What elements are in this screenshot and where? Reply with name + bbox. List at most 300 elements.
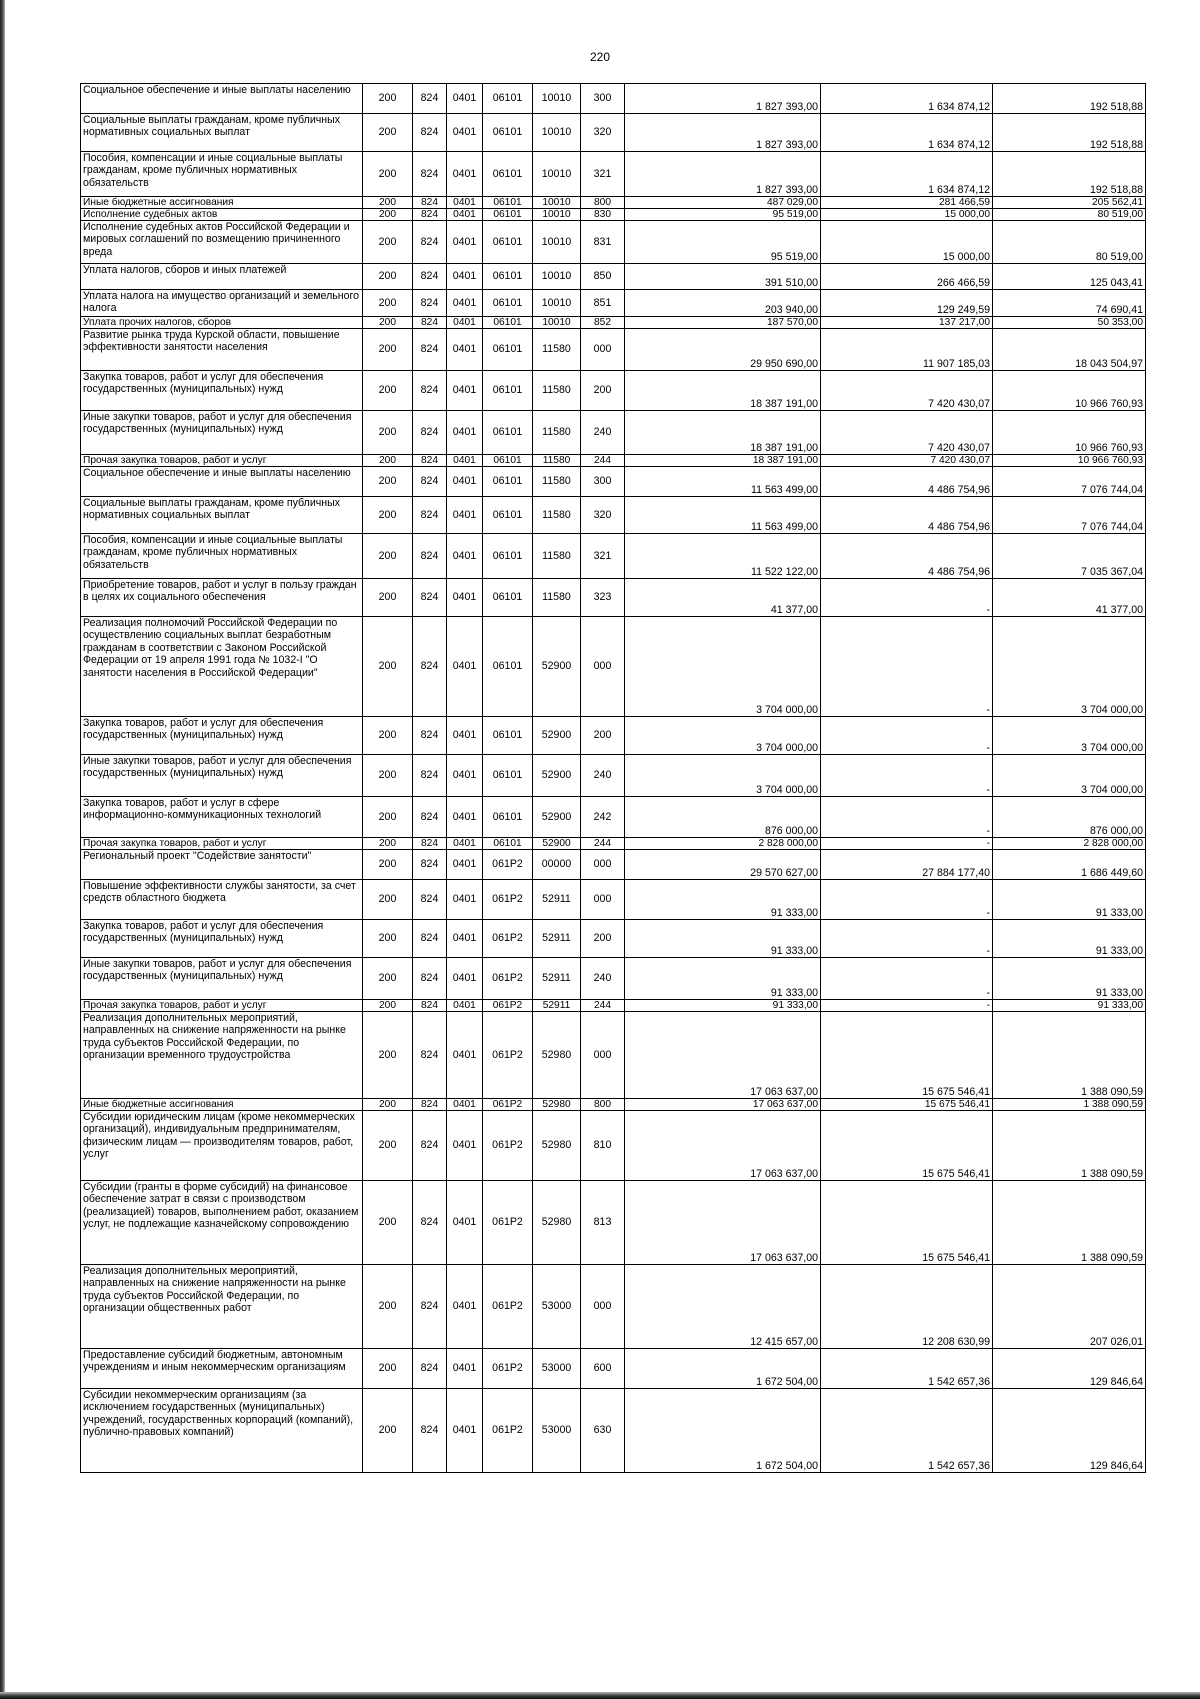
row-code-cell: 000 (581, 880, 625, 920)
row-code-cell: 0401 (447, 1181, 483, 1265)
row-amount-cell: - (821, 617, 993, 717)
row-code-cell: 06101 (483, 371, 533, 411)
row-amount-cell: 91 333,00 (993, 880, 1146, 920)
row-code-cell: 10010 (533, 221, 581, 264)
row-amount-cell: 487 029,00 (625, 197, 821, 209)
row-code-cell: 200 (363, 455, 413, 467)
row-amount-cell: 203 940,00 (625, 290, 821, 317)
row-code-cell: 0401 (447, 880, 483, 920)
row-code-cell: 10010 (533, 84, 581, 114)
row-code-cell: 0401 (447, 1099, 483, 1111)
table-row (81, 755, 1146, 797)
row-amount-cell: 1 634 874,12 (821, 84, 993, 114)
row-code-cell: 11580 (533, 497, 581, 534)
table-row (81, 1349, 1146, 1389)
row-code-cell: 061P2 (483, 1349, 533, 1389)
row-code-cell: 600 (581, 1349, 625, 1389)
row-amount-cell: 18 387 191,00 (625, 455, 821, 467)
row-code-cell: 06101 (483, 84, 533, 114)
row-name-cell: Прочая закупка товаров, работ и услуг (81, 838, 363, 850)
table-row (81, 1099, 1146, 1111)
row-code-cell: 0401 (447, 755, 483, 797)
row-amount-cell: 12 415 657,00 (625, 1265, 821, 1349)
row-code-cell: 824 (413, 920, 447, 958)
row-amount-cell: 137 217,00 (821, 317, 993, 329)
row-code-cell: 300 (581, 84, 625, 114)
row-code-cell: 200 (363, 1265, 413, 1349)
row-code-cell: 200 (363, 317, 413, 329)
row-code-cell: 200 (363, 1349, 413, 1389)
row-code-cell: 0401 (447, 411, 483, 455)
row-amount-cell: - (821, 880, 993, 920)
row-code-cell: 000 (581, 617, 625, 717)
row-amount-cell: - (821, 920, 993, 958)
row-name-cell: Реализация дополнительных мероприятий, направленных на снижение напряженности на рынке труда субъектов Российской Федерации, по организации временного трудоустройства (81, 1012, 363, 1099)
row-code-cell: 0401 (447, 534, 483, 579)
scan-bottom-edge (0, 1692, 1200, 1699)
row-amount-cell: 125 043,41 (993, 264, 1146, 290)
row-code-cell: 800 (581, 1099, 625, 1111)
table-row (81, 1000, 1146, 1012)
row-code-cell: 200 (363, 290, 413, 317)
row-amount-cell: 17 063 637,00 (625, 1111, 821, 1181)
budget-table (80, 83, 1146, 1473)
row-code-cell: 10010 (533, 264, 581, 290)
row-amount-cell: 1 388 090,59 (993, 1012, 1146, 1099)
row-amount-cell: 27 884 177,40 (821, 850, 993, 880)
row-amount-cell: 11 563 499,00 (625, 467, 821, 497)
row-code-cell: 52911 (533, 920, 581, 958)
row-code-cell: 323 (581, 579, 625, 617)
row-code-cell: 061P2 (483, 920, 533, 958)
row-code-cell: 200 (363, 1389, 413, 1473)
row-code-cell: 200 (363, 497, 413, 534)
row-code-cell: 06101 (483, 114, 533, 152)
row-code-cell: 240 (581, 958, 625, 1000)
row-code-cell: 200 (363, 197, 413, 209)
row-amount-cell: 4 486 754,96 (821, 467, 993, 497)
row-name-cell: Предоставление субсидий бюджетным, автономным учреждениям и иным некоммерческим организациям (81, 1349, 363, 1389)
row-code-cell: 200 (363, 329, 413, 371)
row-amount-cell: 91 333,00 (993, 1000, 1146, 1012)
row-amount-cell: 192 518,88 (993, 84, 1146, 114)
row-amount-cell: 876 000,00 (993, 797, 1146, 838)
row-amount-cell: 876 000,00 (625, 797, 821, 838)
table-row (81, 197, 1146, 209)
row-code-cell: 824 (413, 958, 447, 1000)
row-code-cell: 0401 (447, 1111, 483, 1181)
row-code-cell: 0401 (447, 329, 483, 371)
row-code-cell: 000 (581, 329, 625, 371)
row-amount-cell: 192 518,88 (993, 114, 1146, 152)
row-amount-cell: 2 828 000,00 (625, 838, 821, 850)
row-code-cell: 824 (413, 1111, 447, 1181)
row-code-cell: 06101 (483, 197, 533, 209)
row-code-cell: 851 (581, 290, 625, 317)
row-name-cell: Приобретение товаров, работ и услуг в пользу граждан в целях их социального обеспечения (81, 579, 363, 617)
row-code-cell: 240 (581, 755, 625, 797)
row-amount-cell: 205 562,41 (993, 197, 1146, 209)
row-code-cell: 53000 (533, 1389, 581, 1473)
row-amount-cell: 1 827 393,00 (625, 152, 821, 197)
row-amount-cell: 41 377,00 (625, 579, 821, 617)
row-name-cell: Пособия, компенсации и иные социальные выплаты гражданам, кроме публичных нормативных обязательств (81, 152, 363, 197)
row-code-cell: 200 (363, 411, 413, 455)
row-code-cell: 11580 (533, 534, 581, 579)
row-code-cell: 824 (413, 317, 447, 329)
row-code-cell: 852 (581, 317, 625, 329)
row-amount-cell: 2 828 000,00 (993, 838, 1146, 850)
row-code-cell: 0401 (447, 850, 483, 880)
row-amount-cell: 7 420 430,07 (821, 371, 993, 411)
row-code-cell: 824 (413, 209, 447, 221)
row-name-cell: Исполнение судебных актов (81, 209, 363, 221)
row-code-cell: 0401 (447, 920, 483, 958)
row-code-cell: 824 (413, 755, 447, 797)
row-code-cell: 200 (363, 920, 413, 958)
row-code-cell: 0401 (447, 838, 483, 850)
row-amount-cell: 91 333,00 (625, 880, 821, 920)
row-code-cell: 52900 (533, 797, 581, 838)
table-row (81, 850, 1146, 880)
row-amount-cell: 1 634 874,12 (821, 152, 993, 197)
row-code-cell: 061P2 (483, 850, 533, 880)
row-code-cell: 000 (581, 1265, 625, 1349)
table-row (81, 114, 1146, 152)
row-amount-cell: 1 827 393,00 (625, 84, 821, 114)
row-amount-cell: 95 519,00 (625, 221, 821, 264)
row-amount-cell: 7 420 430,07 (821, 455, 993, 467)
row-code-cell: 061P2 (483, 958, 533, 1000)
row-amount-cell: 41 377,00 (993, 579, 1146, 617)
row-code-cell: 0401 (447, 290, 483, 317)
row-amount-cell: 12 208 630,99 (821, 1265, 993, 1349)
row-amount-cell: 3 704 000,00 (993, 755, 1146, 797)
row-code-cell: 244 (581, 838, 625, 850)
row-amount-cell: 3 704 000,00 (625, 755, 821, 797)
table-row (81, 290, 1146, 317)
row-code-cell: 0401 (447, 1389, 483, 1473)
row-amount-cell: 7 035 367,04 (993, 534, 1146, 579)
row-code-cell: 06101 (483, 264, 533, 290)
row-code-cell: 200 (363, 797, 413, 838)
row-code-cell: 06101 (483, 467, 533, 497)
row-amount-cell: 50 353,00 (993, 317, 1146, 329)
table-row (81, 411, 1146, 455)
row-code-cell: 321 (581, 152, 625, 197)
row-code-cell: 061P2 (483, 1000, 533, 1012)
row-code-cell: 52911 (533, 958, 581, 1000)
row-code-cell: 200 (363, 1012, 413, 1099)
row-amount-cell: 11 522 122,00 (625, 534, 821, 579)
table-row (81, 1181, 1146, 1265)
row-code-cell: 06101 (483, 497, 533, 534)
row-amount-cell: 4 486 754,96 (821, 497, 993, 534)
row-code-cell: 242 (581, 797, 625, 838)
row-code-cell: 52900 (533, 838, 581, 850)
row-amount-cell: 15 000,00 (821, 221, 993, 264)
row-amount-cell: 1 542 657,36 (821, 1349, 993, 1389)
row-code-cell: 52900 (533, 717, 581, 755)
row-code-cell: 0401 (447, 114, 483, 152)
row-name-cell: Субсидии некоммерческим организациям (за исключением государственных (муниципальных) учреждений, государственных корпораций (компаний), публично-правовых компаний) (81, 1389, 363, 1473)
table-row (81, 1012, 1146, 1099)
row-name-cell: Уплата прочих налогов, сборов (81, 317, 363, 329)
row-code-cell: 0401 (447, 958, 483, 1000)
row-name-cell: Прочая закупка товаров, работ и услуг (81, 1000, 363, 1012)
row-code-cell: 824 (413, 467, 447, 497)
row-code-cell: 06101 (483, 455, 533, 467)
row-amount-cell: 95 519,00 (625, 209, 821, 221)
row-code-cell: 850 (581, 264, 625, 290)
row-code-cell: 824 (413, 1012, 447, 1099)
table-row (81, 617, 1146, 717)
row-code-cell: 061P2 (483, 880, 533, 920)
row-code-cell: 0401 (447, 497, 483, 534)
row-amount-cell: 29 950 690,00 (625, 329, 821, 371)
row-name-cell: Исполнение судебных актов Российской Федерации и мировых соглашений по возмещению причиненного вреда (81, 221, 363, 264)
row-code-cell: 200 (581, 371, 625, 411)
row-name-cell: Уплата налогов, сборов и иных платежей (81, 264, 363, 290)
table-row (81, 467, 1146, 497)
row-amount-cell: 281 466,59 (821, 197, 993, 209)
row-amount-cell: 15 000,00 (821, 209, 993, 221)
row-code-cell: 52900 (533, 617, 581, 717)
row-code-cell: 06101 (483, 579, 533, 617)
row-code-cell: 824 (413, 797, 447, 838)
table-row (81, 371, 1146, 411)
row-code-cell: 10010 (533, 197, 581, 209)
row-code-cell: 824 (413, 1389, 447, 1473)
row-code-cell: 06101 (483, 221, 533, 264)
row-code-cell: 0401 (447, 797, 483, 838)
table-row (81, 209, 1146, 221)
table-row (81, 455, 1146, 467)
table-row (81, 329, 1146, 371)
row-code-cell: 200 (363, 152, 413, 197)
row-code-cell: 10010 (533, 317, 581, 329)
row-code-cell: 824 (413, 838, 447, 850)
row-code-cell: 630 (581, 1389, 625, 1473)
row-code-cell: 53000 (533, 1349, 581, 1389)
row-code-cell: 320 (581, 114, 625, 152)
row-amount-cell: 17 063 637,00 (625, 1099, 821, 1111)
row-amount-cell: - (821, 838, 993, 850)
row-code-cell: 200 (581, 717, 625, 755)
row-name-cell: Повышение эффективности службы занятости, за счет средств областного бюджета (81, 880, 363, 920)
row-code-cell: 200 (363, 534, 413, 579)
row-code-cell: 0401 (447, 371, 483, 411)
row-code-cell: 824 (413, 371, 447, 411)
row-code-cell: 52980 (533, 1181, 581, 1265)
row-amount-cell: 10 966 760,93 (993, 455, 1146, 467)
row-amount-cell: 17 063 637,00 (625, 1181, 821, 1265)
row-code-cell: 10010 (533, 290, 581, 317)
row-code-cell: 06101 (483, 317, 533, 329)
row-amount-cell: 7 076 744,04 (993, 497, 1146, 534)
row-code-cell: 0401 (447, 84, 483, 114)
table-row (81, 1265, 1146, 1349)
row-name-cell: Субсидии юридическим лицам (кроме некоммерческих организаций), индивидуальным предпринимателям, физическим лицам — производителям товаров, работ, услуг (81, 1111, 363, 1181)
row-code-cell: 824 (413, 221, 447, 264)
row-amount-cell: 1 827 393,00 (625, 114, 821, 152)
row-amount-cell: 18 043 504,97 (993, 329, 1146, 371)
row-name-cell: Иные закупки товаров, работ и услуг для обеспечения государственных (муниципальных) нужд (81, 958, 363, 1000)
row-amount-cell: 7 420 430,07 (821, 411, 993, 455)
row-code-cell: 11580 (533, 467, 581, 497)
row-code-cell: 824 (413, 850, 447, 880)
row-code-cell: 06101 (483, 534, 533, 579)
row-amount-cell: 1 388 090,59 (993, 1099, 1146, 1111)
row-code-cell: 52911 (533, 880, 581, 920)
row-amount-cell: 7 076 744,04 (993, 467, 1146, 497)
scan-left-edge (0, 0, 5, 1699)
row-code-cell: 11580 (533, 371, 581, 411)
row-amount-cell: 3 704 000,00 (993, 717, 1146, 755)
row-amount-cell: 266 466,59 (821, 264, 993, 290)
row-code-cell: 200 (363, 850, 413, 880)
table-row (81, 1389, 1146, 1473)
row-amount-cell: - (821, 755, 993, 797)
row-code-cell: 200 (363, 755, 413, 797)
row-code-cell: 824 (413, 1000, 447, 1012)
row-code-cell: 0401 (447, 717, 483, 755)
row-code-cell: 00000 (533, 850, 581, 880)
row-amount-cell: 207 026,01 (993, 1265, 1146, 1349)
row-amount-cell: 1 542 657,36 (821, 1389, 993, 1473)
row-code-cell: 200 (581, 920, 625, 958)
row-amount-cell: 192 518,88 (993, 152, 1146, 197)
row-code-cell: 52900 (533, 755, 581, 797)
row-code-cell: 200 (363, 209, 413, 221)
row-code-cell: 11580 (533, 411, 581, 455)
row-code-cell: 200 (363, 264, 413, 290)
row-code-cell: 244 (581, 1000, 625, 1012)
row-code-cell: 06101 (483, 755, 533, 797)
row-amount-cell: - (821, 579, 993, 617)
row-code-cell: 0401 (447, 617, 483, 717)
row-name-cell: Прочая закупка товаров, работ и услуг (81, 455, 363, 467)
row-code-cell: 824 (413, 1265, 447, 1349)
row-code-cell: 061P2 (483, 1111, 533, 1181)
row-code-cell: 824 (413, 1099, 447, 1111)
row-code-cell: 824 (413, 411, 447, 455)
row-name-cell: Субсидии (гранты в форме субсидий) на финансовое обеспечение затрат в связи с производством (реализацией) товаров, выполнением работ, оказанием услуг, не подлежащие казначейскому сопровождению (81, 1181, 363, 1265)
row-name-cell: Социальные выплаты гражданам, кроме публичных нормативных социальных выплат (81, 114, 363, 152)
row-amount-cell: - (821, 1000, 993, 1012)
row-code-cell: 06101 (483, 152, 533, 197)
row-amount-cell: 18 387 191,00 (625, 411, 821, 455)
row-code-cell: 200 (363, 1181, 413, 1265)
row-code-cell: 830 (581, 209, 625, 221)
row-code-cell: 824 (413, 497, 447, 534)
row-name-cell: Социальное обеспечение и иные выплаты населению (81, 84, 363, 114)
row-code-cell: 0401 (447, 467, 483, 497)
row-code-cell: 824 (413, 152, 447, 197)
row-amount-cell: 91 333,00 (993, 958, 1146, 1000)
row-code-cell: 200 (363, 880, 413, 920)
row-amount-cell: 391 510,00 (625, 264, 821, 290)
row-code-cell: 10010 (533, 152, 581, 197)
row-amount-cell: 3 704 000,00 (625, 617, 821, 717)
row-code-cell: 200 (363, 838, 413, 850)
row-amount-cell: 1 686 449,60 (993, 850, 1146, 880)
row-code-cell: 11580 (533, 329, 581, 371)
row-amount-cell: 17 063 637,00 (625, 1012, 821, 1099)
row-code-cell: 300 (581, 467, 625, 497)
row-code-cell: 200 (363, 579, 413, 617)
row-code-cell: 321 (581, 534, 625, 579)
row-code-cell: 0401 (447, 221, 483, 264)
row-code-cell: 0401 (447, 1349, 483, 1389)
row-name-cell: Реализация дополнительных мероприятий, направленных на снижение напряженности на рынке труда субъектов Российской Федерации, по организации общественных работ (81, 1265, 363, 1349)
row-code-cell: 824 (413, 534, 447, 579)
row-amount-cell: 1 672 504,00 (625, 1389, 821, 1473)
row-amount-cell: 1 388 090,59 (993, 1181, 1146, 1265)
row-amount-cell: - (821, 958, 993, 1000)
row-code-cell: 0401 (447, 264, 483, 290)
row-code-cell: 061P2 (483, 1099, 533, 1111)
row-name-cell: Социальные выплаты гражданам, кроме публичных нормативных социальных выплат (81, 497, 363, 534)
table-row (81, 579, 1146, 617)
row-code-cell: 0401 (447, 317, 483, 329)
row-code-cell: 824 (413, 617, 447, 717)
row-code-cell: 200 (363, 371, 413, 411)
row-code-cell: 200 (363, 114, 413, 152)
row-name-cell: Иные закупки товаров, работ и услуг для обеспечения государственных (муниципальных) нужд (81, 755, 363, 797)
row-code-cell: 06101 (483, 290, 533, 317)
row-name-cell: Закупка товаров, работ и услуг для обеспечения государственных (муниципальных) нужд (81, 717, 363, 755)
row-amount-cell: 15 675 546,41 (821, 1111, 993, 1181)
row-code-cell: 824 (413, 197, 447, 209)
row-amount-cell: 91 333,00 (625, 958, 821, 1000)
row-amount-cell: 129 846,64 (993, 1349, 1146, 1389)
row-amount-cell: 4 486 754,96 (821, 534, 993, 579)
row-code-cell: 200 (363, 717, 413, 755)
row-code-cell: 0401 (447, 197, 483, 209)
row-amount-cell: - (821, 797, 993, 838)
row-code-cell: 824 (413, 1349, 447, 1389)
row-code-cell: 52911 (533, 1000, 581, 1012)
row-code-cell: 000 (581, 850, 625, 880)
table-row (81, 264, 1146, 290)
row-name-cell: Региональный проект "Содействие занятости" (81, 850, 363, 880)
row-name-cell: Пособия, компенсации и иные социальные выплаты гражданам, кроме публичных нормативных обязательств (81, 534, 363, 579)
row-amount-cell: 18 387 191,00 (625, 371, 821, 411)
row-code-cell: 200 (363, 1000, 413, 1012)
row-code-cell: 0401 (447, 152, 483, 197)
row-amount-cell: 129 846,64 (993, 1389, 1146, 1473)
row-code-cell: 52980 (533, 1099, 581, 1111)
row-name-cell: Иные закупки товаров, работ и услуг для обеспечения государственных (муниципальных) нужд (81, 411, 363, 455)
row-code-cell: 061P2 (483, 1389, 533, 1473)
row-name-cell: Социальное обеспечение и иные выплаты населению (81, 467, 363, 497)
table-row (81, 880, 1146, 920)
row-amount-cell: 1 672 504,00 (625, 1349, 821, 1389)
row-code-cell: 824 (413, 290, 447, 317)
row-code-cell: 320 (581, 497, 625, 534)
row-code-cell: 52980 (533, 1012, 581, 1099)
row-amount-cell: 1 388 090,59 (993, 1111, 1146, 1181)
row-code-cell: 52980 (533, 1111, 581, 1181)
row-code-cell: 11580 (533, 455, 581, 467)
table-row (81, 797, 1146, 838)
row-code-cell: 800 (581, 197, 625, 209)
row-name-cell: Уплата налога на имущество организаций и земельного налога (81, 290, 363, 317)
row-code-cell: 831 (581, 221, 625, 264)
row-code-cell: 824 (413, 264, 447, 290)
row-code-cell: 000 (581, 1012, 625, 1099)
